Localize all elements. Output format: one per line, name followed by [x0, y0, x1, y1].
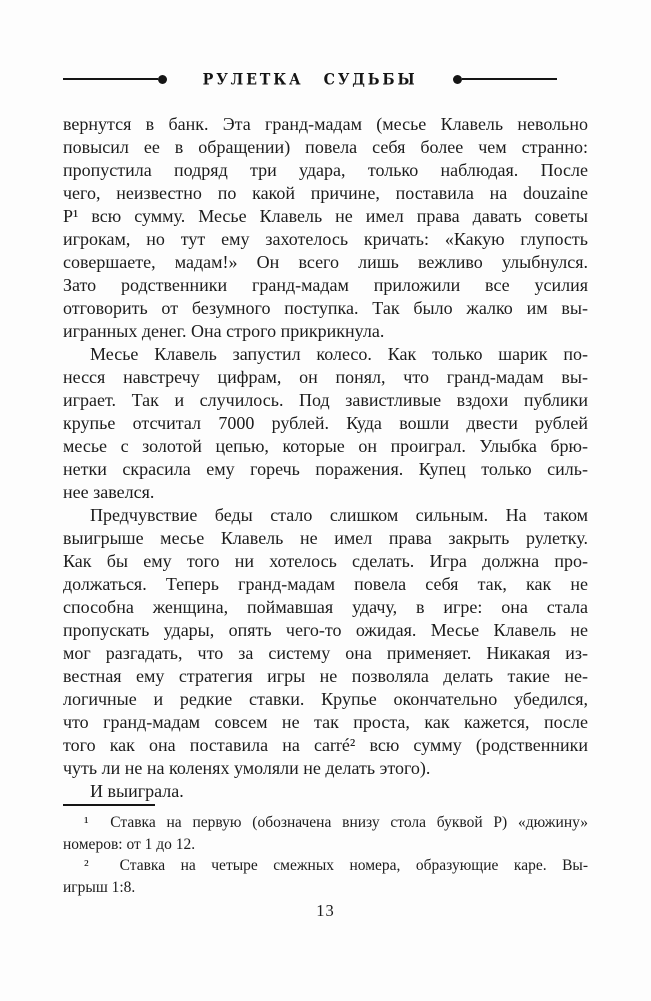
paragraph — [63, 780, 588, 803]
text-line: того как она поставила на carré² всю сумму (родственники — [63, 735, 588, 755]
text-line: крупье отсчитал 7000 рублей. Куда вошли двести рублей — [63, 413, 588, 433]
header-rule-left — [63, 78, 158, 80]
text-line: нетки скрасила ему горечь поражения. Купец только силь- — [63, 459, 588, 479]
text-line: Предчувствие беды стало слишком сильным. На таком — [90, 505, 588, 525]
text-line: игранных денег. Она строго прикрикнула. — [63, 321, 385, 341]
text-line: мог разгадать, что за систему она применяет. Никакая из- — [63, 643, 588, 663]
text-line: чего, неизвестно по какой причине, поставила на douzaine — [63, 183, 588, 203]
text-line: Как бы ему того ни хотелось сделать. Игра должна про- — [63, 551, 588, 571]
text-line: вернутся в банк. Эта гранд-мадам (месье Клавель невольно — [63, 114, 588, 134]
text-line: способна женщина, поймавшая удачу, в игре: она стала — [63, 597, 588, 617]
text-line: И выиграла. — [90, 781, 184, 801]
text-line: логичные и редкие ставки. Крупье окончательно убедился, — [63, 689, 588, 709]
footnotes — [63, 812, 588, 898]
footnote-line: игрыш 1:8. — [63, 878, 136, 896]
text-line: отговорить от безумного поступка. Так было жалко им вы- — [63, 298, 588, 318]
body-text — [63, 113, 588, 803]
footnote-line: ¹ Ставка на первую (обозначена внизу стола буквой Р) «дюжину» — [84, 814, 588, 831]
paragraph — [63, 504, 588, 780]
header-rule-right — [462, 78, 557, 80]
text-line: повысил ее в обращении) повела себя более чем странно: — [63, 137, 588, 157]
paragraph — [63, 343, 588, 504]
book-title: РУЛЕТКА СУДЬБЫ — [202, 69, 418, 89]
text-line: пропустила подряд три удара, только наблюдая. После — [63, 160, 588, 180]
text-line: пропускать удары, опять чего-то ожидая. Месье Клавель не — [63, 620, 588, 640]
text-line: совершаете, мадам!» Он всего лишь вежливо улыбнулся. — [63, 252, 588, 272]
footnote-line: номеров: от 1 до 12. — [63, 835, 196, 853]
text-line: что гранд-мадам совсем не так проста, как кажется, после — [63, 712, 588, 732]
text-line: должаться. Теперь гранд-мадам повела себя так, как не — [63, 574, 588, 594]
text-line: Месье Клавель запустил колесо. Как только шарик по- — [90, 344, 588, 364]
footnote-line: ² Ставка на четыре смежных номера, образующие каре. Вы- — [84, 857, 588, 874]
text-line: выигрыше месье Клавель не имел права закрыть рулетку. — [63, 528, 588, 548]
page-number: 13 — [316, 901, 335, 920]
text-line: Зато родственники гранд-мадам приложили все усилия — [63, 275, 588, 295]
text-line: вестная ему стратегия игры не позволяла делать такие не- — [63, 666, 588, 686]
text-line: нее завелся. — [63, 482, 155, 502]
footnote-separator — [63, 804, 155, 806]
text-line: Р¹ всю сумму. Месье Клавель не имел права давать советы — [63, 206, 588, 226]
header-dot-right-icon — [453, 75, 462, 84]
header-dot-left-icon — [158, 75, 167, 84]
text-line: играет. Так и случилось. Под завистливые вздохи публики — [63, 390, 588, 410]
running-header — [63, 68, 557, 90]
text-line: игрокам, но тут ему захотелось кричать: «Какую глупость — [63, 229, 588, 249]
footnote — [63, 855, 588, 898]
footnote — [63, 812, 588, 855]
text-line: чуть ли не на коленях умоляли не делать этого). — [63, 758, 431, 778]
text-line: месье с золотой цепью, которые он проиграл. Улыбка брю- — [63, 436, 588, 456]
text-line: несся навстречу цифрам, он понял, что гранд-мадам вы- — [63, 367, 588, 387]
paragraph — [63, 113, 588, 343]
